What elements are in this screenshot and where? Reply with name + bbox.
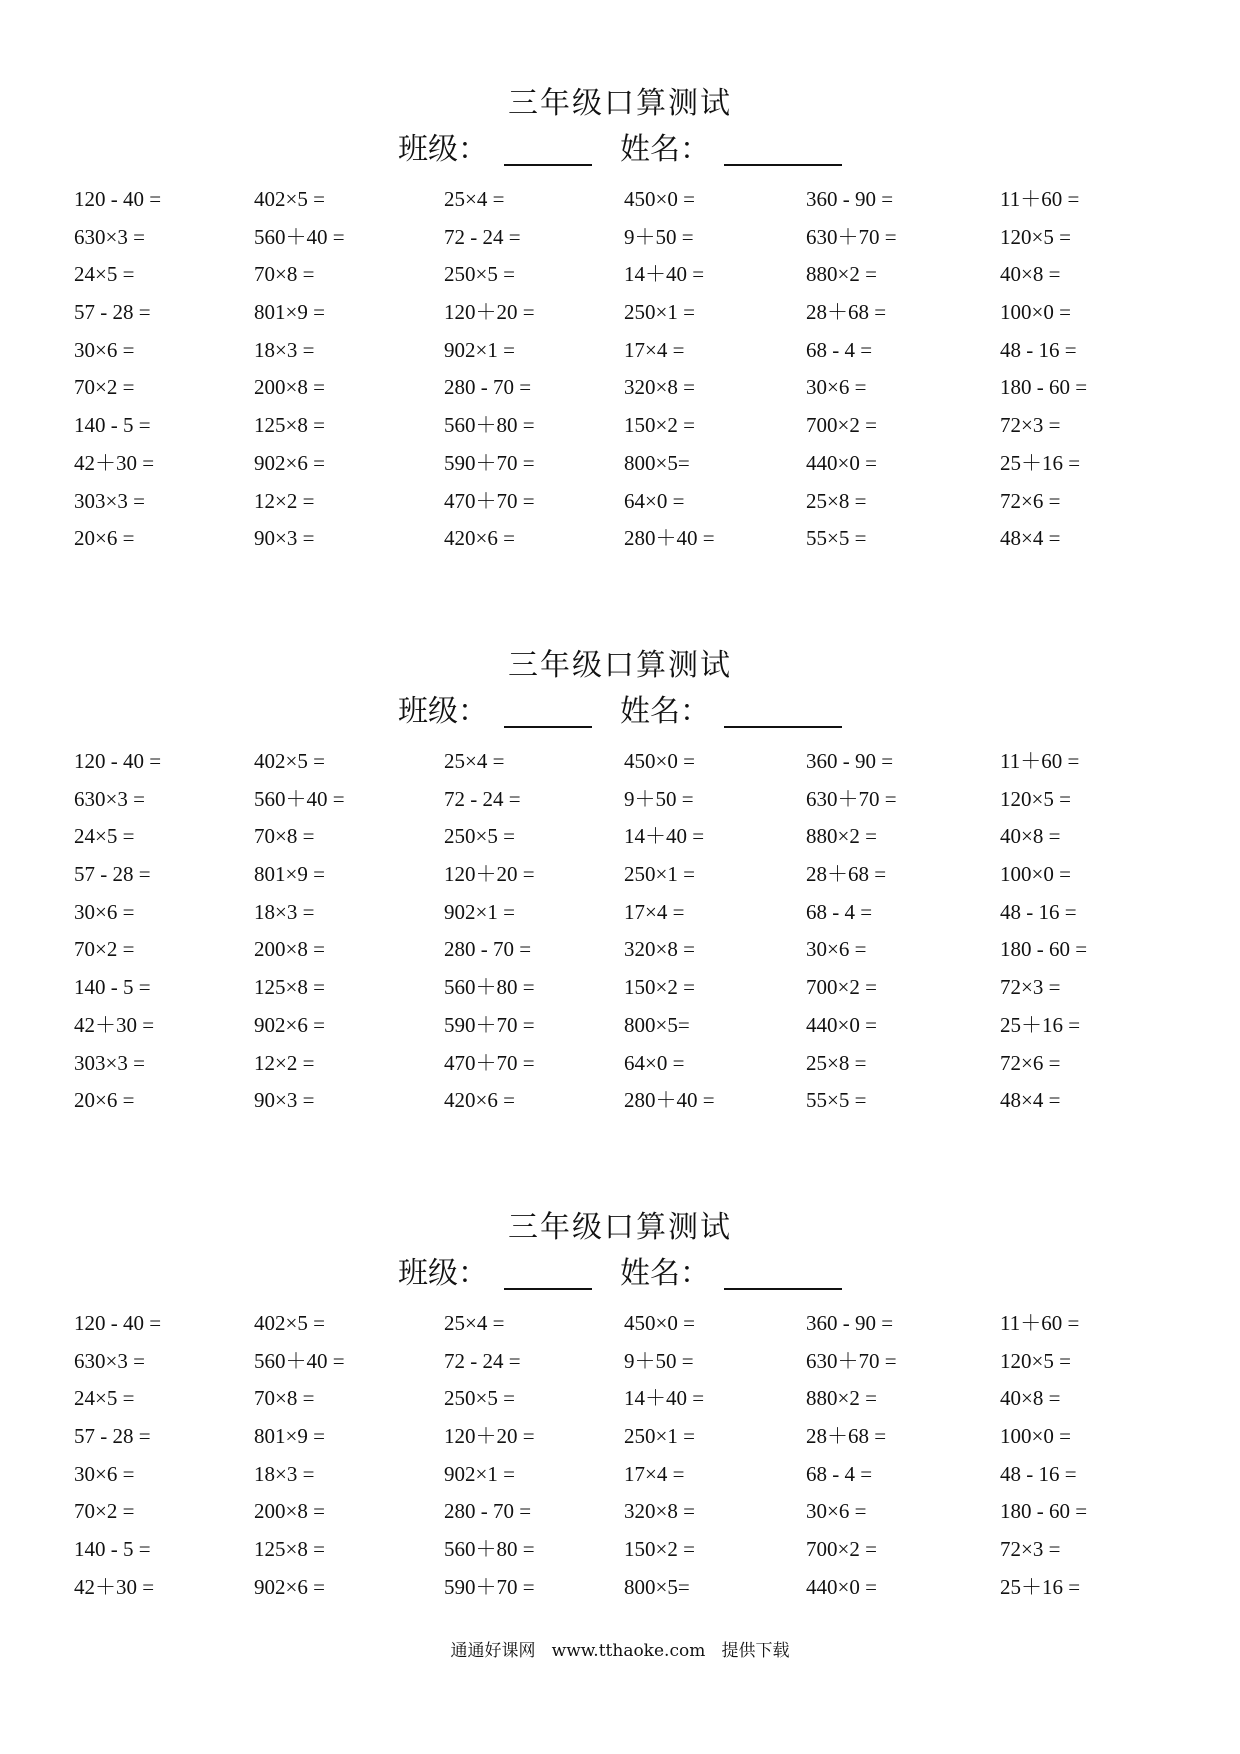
arithmetic-problem: 100×0 = <box>1000 1424 1071 1449</box>
arithmetic-problem: 120＋20 = <box>444 300 535 325</box>
arithmetic-problem: 57 - 28 = <box>74 1424 151 1449</box>
arithmetic-problem: 140 - 5 = <box>74 975 151 1000</box>
problem-row <box>0 448 1240 486</box>
arithmetic-problem: 470＋70 = <box>444 1050 535 1075</box>
arithmetic-problem: 250×1 = <box>624 862 695 887</box>
arithmetic-problem: 125×8 = <box>254 1537 325 1562</box>
problem-row <box>0 1010 1240 1048</box>
arithmetic-problem: 24×5 = <box>74 824 135 849</box>
arithmetic-problem: 630×3 = <box>74 786 145 811</box>
arithmetic-problem: 560＋40 = <box>254 1348 345 1373</box>
arithmetic-problem: 70×2 = <box>74 375 135 400</box>
arithmetic-problem: 250×5 = <box>444 824 515 849</box>
problem-row <box>0 184 1240 222</box>
arithmetic-problem: 11＋60 = <box>1000 187 1080 211</box>
arithmetic-problem: 440×0 = <box>806 1574 877 1599</box>
arithmetic-problem: 450×0 = <box>624 1311 695 1335</box>
problem-row <box>0 859 1240 897</box>
arithmetic-problem: 17×4 = <box>624 899 685 924</box>
arithmetic-problem: 68 - 4 = <box>806 1461 873 1486</box>
worksheet-title: 三年级口算测试 <box>508 1210 732 1245</box>
arithmetic-problem: 560＋80 = <box>444 413 535 438</box>
problem-row <box>0 486 1240 524</box>
arithmetic-problem: 9＋50 = <box>624 786 694 811</box>
arithmetic-problem: 18×3 = <box>254 337 315 362</box>
arithmetic-problem: 120 - 40 = <box>74 749 162 773</box>
arithmetic-problem: 17×4 = <box>624 1461 685 1486</box>
arithmetic-problem: 42＋30 = <box>74 1012 155 1037</box>
arithmetic-problem: 590＋70 = <box>444 1574 535 1599</box>
problem-row <box>0 1496 1240 1534</box>
problem-row <box>0 372 1240 410</box>
arithmetic-problem: 14＋40 = <box>624 824 705 849</box>
arithmetic-problem: 630×3 = <box>74 224 145 249</box>
arithmetic-problem: 280 - 70 = <box>444 937 532 962</box>
arithmetic-problem: 30×6 = <box>806 937 867 962</box>
problem-row <box>0 1572 1240 1610</box>
name-label: 姓名： <box>620 694 710 729</box>
worksheet-title: 三年级口算测试 <box>508 86 732 121</box>
arithmetic-problem: 320×8 = <box>624 1499 695 1524</box>
class-label: 班级： <box>398 694 488 729</box>
arithmetic-problem: 440×0 = <box>806 450 877 475</box>
arithmetic-problem: 25×8 = <box>806 488 867 513</box>
arithmetic-problem: 40×8 = <box>1000 262 1061 287</box>
arithmetic-problem: 12×2 = <box>254 488 315 513</box>
arithmetic-problem: 180 - 60 = <box>1000 375 1088 400</box>
arithmetic-problem: 800×5= <box>624 450 690 475</box>
arithmetic-problem: 800×5= <box>624 1012 690 1037</box>
name-blank[interactable] <box>724 696 842 728</box>
problem-row <box>0 523 1240 561</box>
arithmetic-problem: 9＋50 = <box>624 224 694 249</box>
arithmetic-problem: 42＋30 = <box>74 1574 155 1599</box>
arithmetic-problem: 64×0 = <box>624 488 685 513</box>
arithmetic-problem: 630＋70 = <box>806 224 897 249</box>
name-label: 姓名： <box>620 1256 710 1291</box>
arithmetic-problem: 48 - 16 = <box>1000 899 1077 924</box>
arithmetic-problem: 560＋80 = <box>444 975 535 1000</box>
arithmetic-problem: 48 - 16 = <box>1000 337 1077 362</box>
arithmetic-problem: 11＋60 = <box>1000 749 1080 773</box>
problem-row <box>0 746 1240 784</box>
problem-row <box>0 335 1240 373</box>
arithmetic-problem: 120×5 = <box>1000 224 1071 249</box>
arithmetic-problem: 280＋40 = <box>624 1088 715 1113</box>
class-blank[interactable] <box>504 696 592 728</box>
arithmetic-problem: 28＋68 = <box>806 862 887 887</box>
arithmetic-problem: 25×4 = <box>444 187 505 211</box>
arithmetic-problem: 801×9 = <box>254 1424 325 1449</box>
problem-row <box>0 1534 1240 1572</box>
arithmetic-problem: 630＋70 = <box>806 786 897 811</box>
arithmetic-problem: 402×5 = <box>254 187 325 211</box>
arithmetic-problem: 280 - 70 = <box>444 375 532 400</box>
arithmetic-problem: 250×5 = <box>444 1386 515 1411</box>
arithmetic-problem: 902×1 = <box>444 1461 515 1486</box>
arithmetic-problem: 14＋40 = <box>624 262 705 287</box>
arithmetic-problem: 100×0 = <box>1000 300 1071 325</box>
arithmetic-problem: 402×5 = <box>254 749 325 773</box>
problem-row <box>0 1421 1240 1459</box>
arithmetic-problem: 250×5 = <box>444 262 515 287</box>
arithmetic-problem: 150×2 = <box>624 975 695 1000</box>
arithmetic-problem: 800×5= <box>624 1574 690 1599</box>
arithmetic-problem: 402×5 = <box>254 1311 325 1335</box>
class-name-row <box>0 1252 1240 1296</box>
arithmetic-problem: 120＋20 = <box>444 862 535 887</box>
problem-row <box>0 1048 1240 1086</box>
arithmetic-problem: 700×2 = <box>806 413 877 438</box>
arithmetic-problem: 902×6 = <box>254 1574 325 1599</box>
arithmetic-problem: 90×3 = <box>254 1088 315 1113</box>
arithmetic-problem: 55×5 = <box>806 1088 867 1113</box>
arithmetic-problem: 25＋16 = <box>1000 450 1081 475</box>
arithmetic-problem: 200×8 = <box>254 1499 325 1524</box>
problem-row <box>0 1383 1240 1421</box>
problem-row <box>0 1308 1240 1346</box>
class-blank[interactable] <box>504 1258 592 1290</box>
arithmetic-problem: 801×9 = <box>254 862 325 887</box>
arithmetic-problem: 902×1 = <box>444 337 515 362</box>
arithmetic-problem: 801×9 = <box>254 300 325 325</box>
arithmetic-problem: 880×2 = <box>806 824 877 849</box>
arithmetic-problem: 902×1 = <box>444 899 515 924</box>
arithmetic-problem: 30×6 = <box>74 899 135 924</box>
arithmetic-problem: 42＋30 = <box>74 450 155 475</box>
arithmetic-problem: 320×8 = <box>624 375 695 400</box>
arithmetic-problem: 560＋80 = <box>444 1537 535 1562</box>
arithmetic-problem: 700×2 = <box>806 1537 877 1562</box>
arithmetic-problem: 11＋60 = <box>1000 1311 1080 1335</box>
arithmetic-problem: 250×1 = <box>624 1424 695 1449</box>
arithmetic-problem: 420×6 = <box>444 526 515 551</box>
arithmetic-problem: 64×0 = <box>624 1050 685 1075</box>
problem-row <box>0 821 1240 859</box>
arithmetic-problem: 30×6 = <box>74 337 135 362</box>
arithmetic-problem: 303×3 = <box>74 488 145 513</box>
arithmetic-problem: 70×8 = <box>254 262 315 287</box>
class-blank[interactable] <box>504 134 592 166</box>
arithmetic-problem: 72×3 = <box>1000 1537 1061 1562</box>
arithmetic-problem: 25＋16 = <box>1000 1574 1081 1599</box>
arithmetic-problem: 20×6 = <box>74 1088 135 1113</box>
problem-row <box>0 1085 1240 1123</box>
arithmetic-problem: 68 - 4 = <box>806 337 873 362</box>
name-blank[interactable] <box>724 1258 842 1290</box>
problem-row <box>0 259 1240 297</box>
arithmetic-problem: 470＋70 = <box>444 488 535 513</box>
page-footer: 通通好课网 www.tthaoke.com 提供下载 <box>450 1641 790 1661</box>
arithmetic-problem: 30×6 = <box>74 1461 135 1486</box>
arithmetic-problem: 24×5 = <box>74 1386 135 1411</box>
arithmetic-problem: 72 - 24 = <box>444 224 521 249</box>
arithmetic-problem: 40×8 = <box>1000 824 1061 849</box>
arithmetic-problem: 70×8 = <box>254 1386 315 1411</box>
class-name-row <box>0 128 1240 172</box>
arithmetic-problem: 25×8 = <box>806 1050 867 1075</box>
arithmetic-problem: 24×5 = <box>74 262 135 287</box>
problem-row <box>0 297 1240 335</box>
arithmetic-problem: 70×2 = <box>74 1499 135 1524</box>
arithmetic-problem: 360 - 90 = <box>806 187 894 211</box>
arithmetic-problem: 30×6 = <box>806 1499 867 1524</box>
arithmetic-problem: 250×1 = <box>624 300 695 325</box>
arithmetic-problem: 30×6 = <box>806 375 867 400</box>
arithmetic-problem: 18×3 = <box>254 1461 315 1486</box>
arithmetic-problem: 590＋70 = <box>444 1012 535 1037</box>
arithmetic-problem: 450×0 = <box>624 187 695 211</box>
arithmetic-problem: 100×0 = <box>1000 862 1071 887</box>
arithmetic-problem: 700×2 = <box>806 975 877 1000</box>
arithmetic-problem: 360 - 90 = <box>806 749 894 773</box>
arithmetic-problem: 120 - 40 = <box>74 1311 162 1335</box>
arithmetic-problem: 180 - 60 = <box>1000 937 1088 962</box>
arithmetic-problem: 20×6 = <box>74 526 135 551</box>
arithmetic-problem: 150×2 = <box>624 1537 695 1562</box>
arithmetic-problem: 57 - 28 = <box>74 300 151 325</box>
arithmetic-problem: 320×8 = <box>624 937 695 962</box>
arithmetic-problem: 440×0 = <box>806 1012 877 1037</box>
name-label: 姓名： <box>620 132 710 167</box>
arithmetic-problem: 880×2 = <box>806 1386 877 1411</box>
arithmetic-problem: 280 - 70 = <box>444 1499 532 1524</box>
arithmetic-problem: 360 - 90 = <box>806 1311 894 1335</box>
arithmetic-problem: 90×3 = <box>254 526 315 551</box>
arithmetic-problem: 590＋70 = <box>444 450 535 475</box>
arithmetic-problem: 70×2 = <box>74 937 135 962</box>
arithmetic-problem: 902×6 = <box>254 1012 325 1037</box>
arithmetic-problem: 57 - 28 = <box>74 862 151 887</box>
arithmetic-problem: 9＋50 = <box>624 1348 694 1373</box>
arithmetic-problem: 70×8 = <box>254 824 315 849</box>
arithmetic-problem: 902×6 = <box>254 450 325 475</box>
arithmetic-problem: 25＋16 = <box>1000 1012 1081 1037</box>
arithmetic-problem: 25×4 = <box>444 749 505 773</box>
arithmetic-problem: 12×2 = <box>254 1050 315 1075</box>
arithmetic-problem: 120×5 = <box>1000 786 1071 811</box>
problem-row <box>0 410 1240 448</box>
problem-row <box>0 222 1240 260</box>
problem-grid <box>0 184 1240 561</box>
arithmetic-problem: 72 - 24 = <box>444 786 521 811</box>
problem-grid <box>0 1308 1240 1610</box>
arithmetic-problem: 28＋68 = <box>806 1424 887 1449</box>
class-name-row <box>0 690 1240 734</box>
worksheet-title: 三年级口算测试 <box>508 648 732 683</box>
arithmetic-problem: 630×3 = <box>74 1348 145 1373</box>
class-label: 班级： <box>398 1256 488 1291</box>
problem-row <box>0 897 1240 935</box>
class-label: 班级： <box>398 132 488 167</box>
arithmetic-problem: 28＋68 = <box>806 300 887 325</box>
arithmetic-problem: 200×8 = <box>254 375 325 400</box>
problem-row <box>0 934 1240 972</box>
arithmetic-problem: 25×4 = <box>444 1311 505 1335</box>
arithmetic-problem: 68 - 4 = <box>806 899 873 924</box>
arithmetic-problem: 17×4 = <box>624 337 685 362</box>
arithmetic-problem: 125×8 = <box>254 975 325 1000</box>
arithmetic-problem: 14＋40 = <box>624 1386 705 1411</box>
arithmetic-problem: 560＋40 = <box>254 786 345 811</box>
arithmetic-problem: 303×3 = <box>74 1050 145 1075</box>
arithmetic-problem: 48×4 = <box>1000 526 1061 551</box>
arithmetic-problem: 140 - 5 = <box>74 413 151 438</box>
arithmetic-problem: 72×6 = <box>1000 488 1061 513</box>
arithmetic-problem: 72×3 = <box>1000 413 1061 438</box>
arithmetic-problem: 560＋40 = <box>254 224 345 249</box>
arithmetic-problem: 880×2 = <box>806 262 877 287</box>
arithmetic-problem: 72 - 24 = <box>444 1348 521 1373</box>
arithmetic-problem: 72×3 = <box>1000 975 1061 1000</box>
problem-row <box>0 972 1240 1010</box>
arithmetic-problem: 72×6 = <box>1000 1050 1061 1075</box>
problem-row <box>0 1346 1240 1384</box>
arithmetic-problem: 140 - 5 = <box>74 1537 151 1562</box>
arithmetic-problem: 150×2 = <box>624 413 695 438</box>
arithmetic-problem: 55×5 = <box>806 526 867 551</box>
arithmetic-problem: 200×8 = <box>254 937 325 962</box>
arithmetic-problem: 120＋20 = <box>444 1424 535 1449</box>
arithmetic-problem: 630＋70 = <box>806 1348 897 1373</box>
name-blank[interactable] <box>724 134 842 166</box>
arithmetic-problem: 420×6 = <box>444 1088 515 1113</box>
problem-row <box>0 1459 1240 1497</box>
arithmetic-problem: 280＋40 = <box>624 526 715 551</box>
arithmetic-problem: 180 - 60 = <box>1000 1499 1088 1524</box>
arithmetic-problem: 48 - 16 = <box>1000 1461 1077 1486</box>
arithmetic-problem: 120×5 = <box>1000 1348 1071 1373</box>
arithmetic-problem: 18×3 = <box>254 899 315 924</box>
arithmetic-problem: 120 - 40 = <box>74 187 162 211</box>
arithmetic-problem: 450×0 = <box>624 749 695 773</box>
problem-grid <box>0 746 1240 1123</box>
arithmetic-problem: 48×4 = <box>1000 1088 1061 1113</box>
problem-row <box>0 784 1240 822</box>
arithmetic-problem: 125×8 = <box>254 413 325 438</box>
arithmetic-problem: 40×8 = <box>1000 1386 1061 1411</box>
